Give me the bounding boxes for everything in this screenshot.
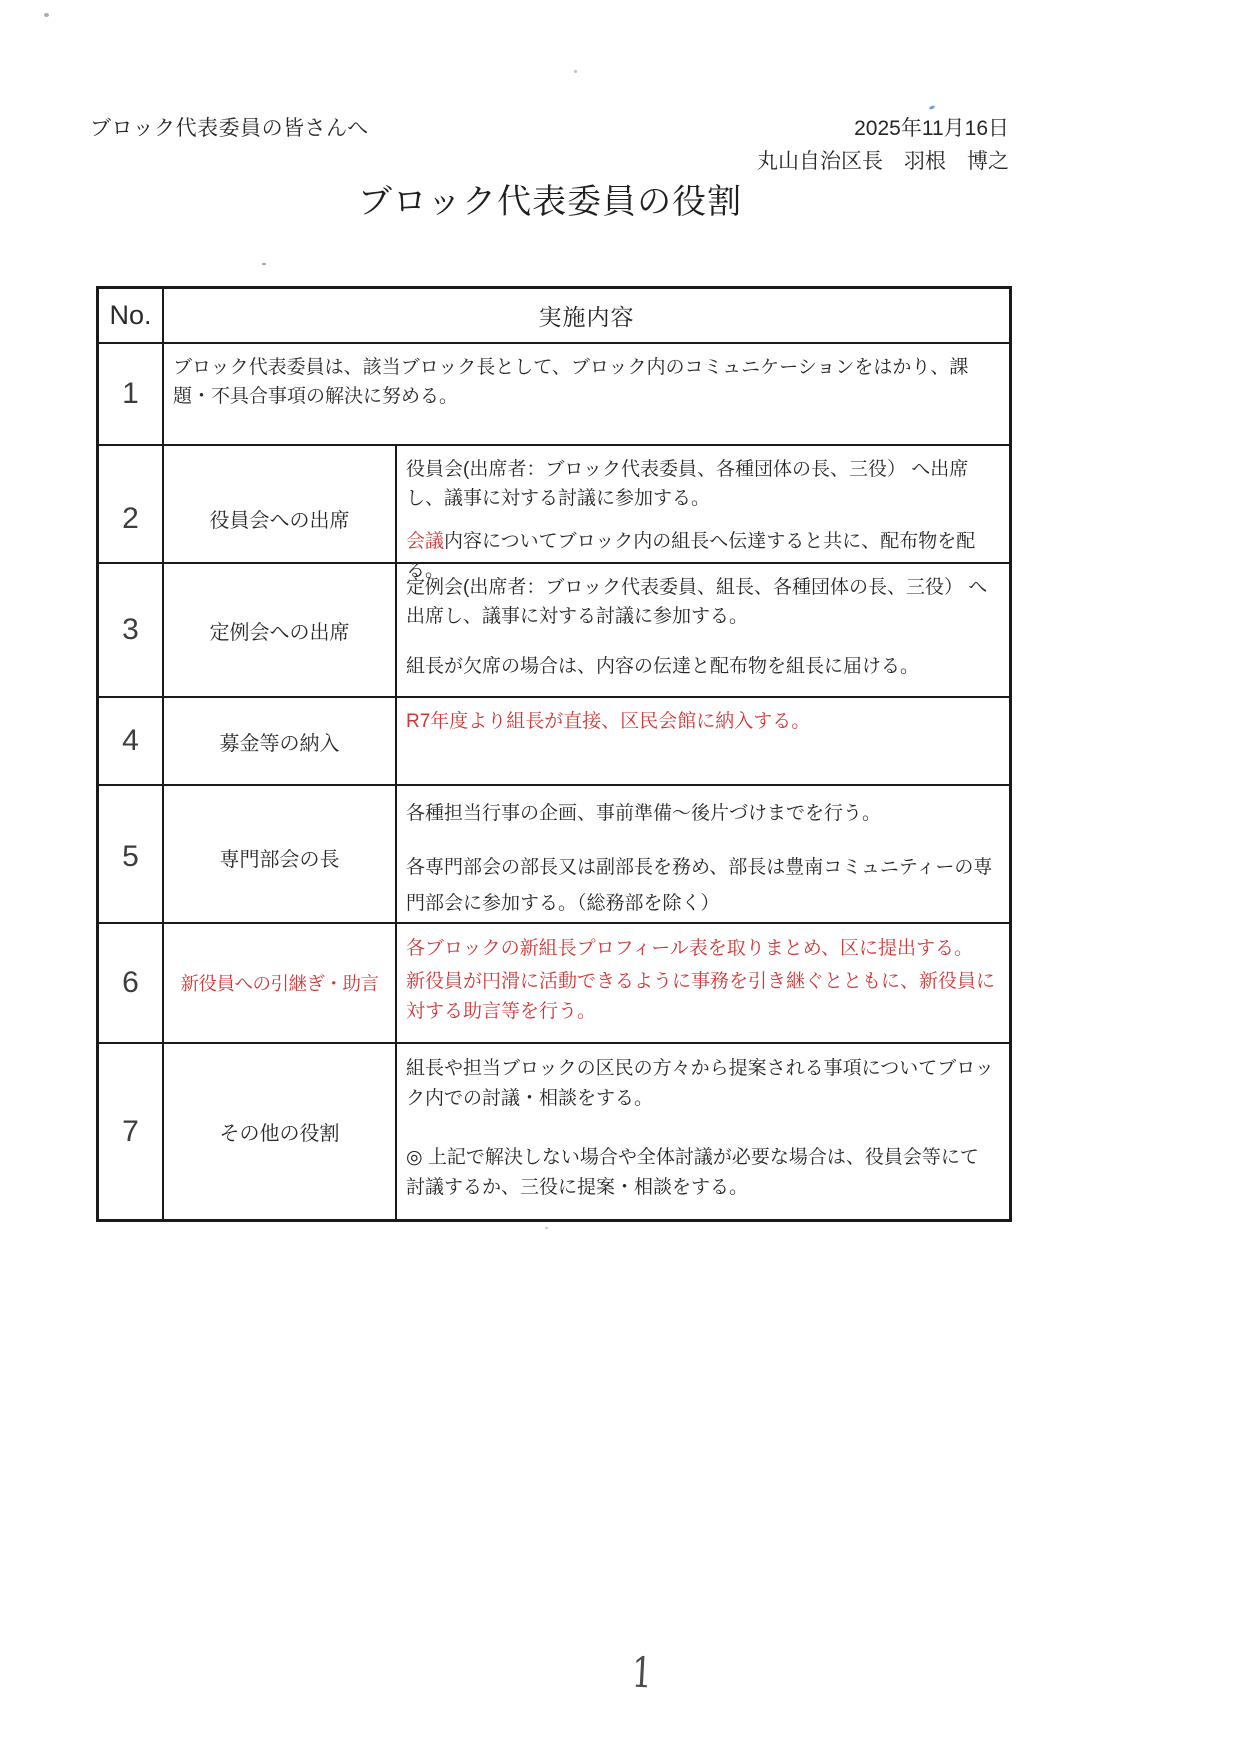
content-paragraph	[173, 354, 997, 411]
body-text: 各種担当行事の企画、事前準備～後片づけまでを行う。	[406, 803, 882, 824]
sender-name: 丸山自治区長 羽根 博之	[757, 150, 1009, 173]
table-row	[99, 562, 1009, 696]
body-text: ◎ 上記で解決しない場合や全体討議が必要な場合は、役員会等にて討議するか、三役に提案・相談をする。	[406, 1146, 979, 1199]
table-row	[99, 696, 1009, 784]
body-text: 役員会(出席者：ブロック代表委員、各種団体の長、三役） へ出席し、議事に対する討議に参加する。	[406, 459, 969, 509]
content-paragraph	[406, 934, 997, 964]
table-row	[99, 784, 1009, 922]
content-paragraph	[406, 653, 997, 682]
body-text: 組長が欠席の場合は、内容の伝達と配布物を組長に届ける。	[406, 656, 920, 677]
row-number-cell: 3	[122, 613, 139, 646]
header-no-cell: No.	[109, 300, 152, 330]
row-number-cell: 7	[122, 1114, 139, 1148]
row-label-cell: 募金等の納入	[162, 698, 395, 784]
row-content-cell	[395, 564, 1009, 696]
body-text: 定例会(出席者：ブロック代表委員、組長、各種団体の長、三役） へ出席し、議事に対する討議に参加する。	[406, 577, 988, 627]
scan-speck	[262, 263, 266, 265]
highlighted-text: 各ブロックの新組長プロフィール表を取りまとめ、区に提出する。	[406, 938, 973, 959]
table-header-row	[99, 289, 1009, 342]
highlighted-text: R7年度より組長が直接、区民会館に納入する。	[406, 711, 811, 732]
content-paragraph	[406, 456, 997, 513]
content-paragraph	[406, 796, 997, 832]
table-row	[99, 342, 1009, 444]
header-content-cell: 実施内容	[162, 289, 1009, 342]
roles-table	[96, 286, 1012, 1222]
body-text: ブロック代表委員は、該当ブロック長として、ブロック内のコミュニケーションをはかり、課題・不具合事項の解決に努める。	[173, 357, 969, 407]
row-number-cell: 4	[122, 724, 139, 757]
content-paragraph	[406, 708, 997, 737]
content-paragraph	[406, 574, 997, 631]
table-row	[99, 922, 1009, 1042]
row-content-cell	[395, 924, 1009, 1042]
body-text: 各専門部会の部長又は副部長を務め、部長は豊南コミュニティーの専門部会に参加する。（総務部を除く）	[406, 857, 993, 915]
document-date: 2025年11月16日	[854, 117, 1009, 140]
content-paragraph	[406, 1054, 997, 1115]
page-title: ブロック代表委員の役割	[357, 183, 743, 221]
scan-speck	[574, 70, 577, 73]
content-paragraph	[406, 967, 997, 1027]
scan-speck	[545, 1227, 548, 1229]
page-number: 1	[630, 1647, 654, 1698]
row-label-cell: 定例会への出席	[162, 564, 395, 696]
recipient-line: ブロック代表委員の皆さんへ	[90, 117, 369, 140]
highlighted-text: 会議	[406, 531, 445, 552]
row-content-cell	[162, 344, 1009, 444]
table-row	[99, 1042, 1009, 1219]
date-sender-block	[757, 112, 1009, 178]
row-number-cell: 6	[122, 966, 139, 999]
row-number-cell: 1	[122, 377, 139, 410]
body-text: 内容についてブロック内の組長へ伝達すると共に、配布物を配る。	[406, 531, 976, 581]
highlighted-text: 新役員が円滑に活動できるように事務を引き継ぐとともに、新役員に対する助言等を行う。	[406, 971, 996, 1023]
row-number-cell: 2	[122, 501, 139, 535]
row-content-cell	[395, 786, 1009, 928]
content-paragraph	[406, 1143, 997, 1204]
row-label-cell: 新役員への引継ぎ・助言	[162, 924, 395, 1042]
body-text: 組長や担当ブロックの区民の方々から提案される事項についてブロック内での討議・相談をする。	[406, 1058, 994, 1110]
row-content-cell	[395, 1044, 1009, 1219]
content-paragraph	[406, 850, 997, 922]
scan-speck	[929, 105, 936, 110]
row-number-cell: 5	[122, 840, 139, 874]
row-label-cell: 専門部会の長	[162, 786, 395, 928]
scan-speck	[44, 13, 49, 17]
row-label-cell: その他の役割	[162, 1044, 395, 1219]
row-label-cell: 役員会への出席	[162, 446, 395, 591]
row-content-cell	[395, 698, 1009, 784]
table-row	[99, 444, 1009, 581]
